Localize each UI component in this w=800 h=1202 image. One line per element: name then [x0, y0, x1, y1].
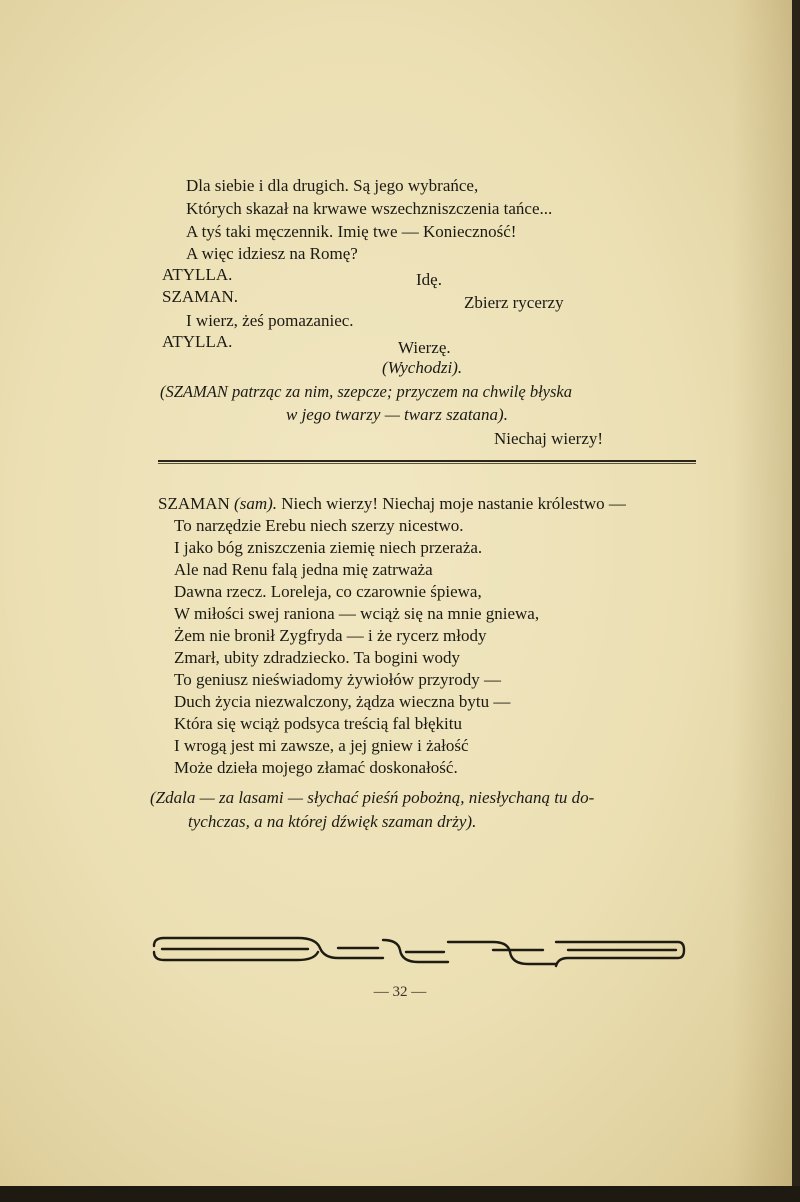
verse-line: Idę.	[416, 270, 442, 289]
speaker-name: ATYLLA.	[162, 332, 233, 351]
verse-line: To geniusz nieświadomy żywiołów przyrody —	[174, 670, 501, 689]
verse-line: Ale nad Renu falą jedna mię zatrważa	[174, 560, 433, 579]
verse-line: A więc idziesz na Romę?	[186, 244, 358, 263]
verse-line: Zmarł, ubity zdradziecko. Ta bogini wody	[174, 648, 461, 667]
stage-direction: tychczas, a na której dźwięk szaman drży).	[188, 812, 477, 831]
verse-line: Dla siebie i dla drugich. Są jego wybrańce,	[186, 176, 479, 195]
verse-line: Zbierz rycerzy	[464, 293, 564, 312]
stage-direction: w jego twarzy — twarz szatana).	[286, 405, 508, 424]
verse-line: To narzędzie Erebu niech szerzy nicestwo.	[174, 516, 464, 535]
verse-line: Dawna rzecz. Loreleja, co czarownie śpiewa,	[174, 582, 482, 601]
speaker-name: SZAMAN	[158, 494, 230, 513]
stage-direction: (Wychodzi).	[382, 358, 463, 377]
verse-line: Niechaj wierzy!	[494, 429, 604, 448]
page-edge-shadow	[0, 1186, 800, 1202]
verse-line: Może dzieła mojego złamać doskonałość.	[174, 758, 458, 777]
verse-line: Niech wierzy! Niechaj moje nastanie królestwo —	[281, 494, 626, 513]
verse-line: Wierzę.	[398, 338, 451, 357]
monologue-first-line	[158, 494, 626, 514]
verse-line: I jako bóg zniszczenia ziemię niech przeraża.	[174, 538, 483, 557]
speaker-note: (sam).	[234, 494, 278, 513]
ornament-border-icon	[148, 930, 688, 972]
verse-line: A tyś taki męczennik. Imię twe — Konieczność!	[186, 222, 517, 241]
stage-direction: (SZAMAN patrząc za nim, szepcze; przyczem na chwilę błyska	[160, 382, 572, 401]
speaker-name: ATYLLA.	[162, 265, 233, 284]
page-number: — 32 —	[373, 984, 427, 1000]
section-divider-shadow	[158, 463, 696, 464]
verse-line: I wierz, żeś pomazaniec.	[186, 311, 354, 330]
verse-line: Żem nie bronił Zygfryda — i że rycerz młody	[174, 626, 487, 645]
stage-direction: (Zdala — za lasami — słychać pieśń pobożną, niesłychaną tu do-	[150, 788, 595, 807]
verse-line: I wrogą jest mi zawsze, a jej gniew i żałość	[174, 736, 469, 755]
verse-line: Która się wciąż podsyca treścią fal błękitu	[174, 714, 462, 733]
speaker-name: SZAMAN.	[162, 287, 239, 306]
section-divider	[158, 460, 696, 462]
verse-line: Których skazał na krwawe wszechzniszczenia tańce...	[186, 199, 553, 218]
verse-line: Duch życia niezwalczony, żądza wieczna bytu —	[174, 692, 511, 711]
verse-line: W miłości swej raniona — wciąż się na mnie gniewa,	[174, 604, 540, 623]
